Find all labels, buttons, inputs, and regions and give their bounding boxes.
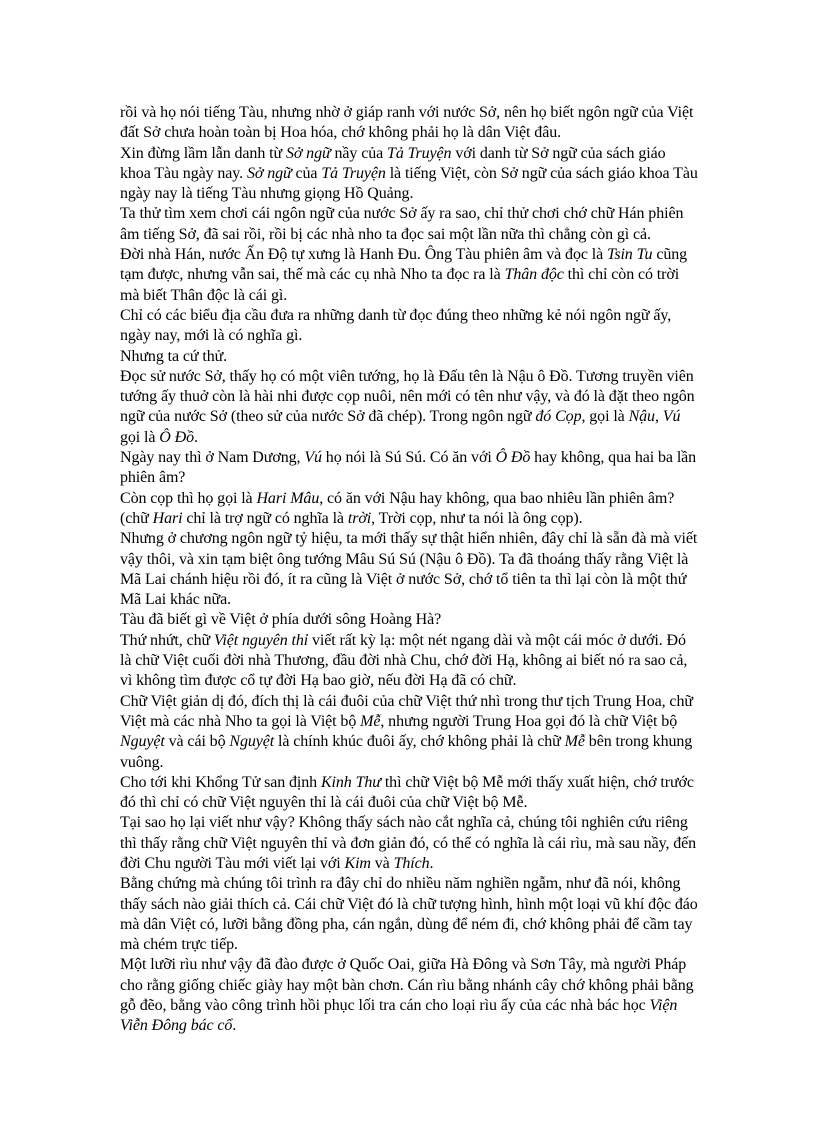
italic-term: Ô Đồ: [159, 428, 195, 446]
text-run: .: [194, 428, 198, 446]
paragraph: [120, 773, 700, 814]
italic-term: Vú: [662, 408, 681, 426]
text-run: Chữ Việt giản dị đó, đích thị là cái đuôi của chữ Việt thứ nhì trong thư tịch Trung Hoa, chữ Việt mà các nhà Nho ta gọi là Việt bộ: [120, 692, 693, 730]
text-run: thì chữ Việt bộ Mễ mới thấy xuất hiện, chớ trước đó thì chỉ có chữ Việt nguyên thỉ là cái đuôi của chữ Việt bộ Mễ.: [120, 773, 694, 812]
paragraph: [120, 144, 700, 205]
text-run: Nhưng ở chương ngôn ngữ tỷ hiệu, ta mới thấy sự thật hiển nhiên, đây chỉ là sẵn đà mà viết vậy thôi, và xin tạm biệt ông tướng Mâu Sú Sú (Nậu ô Đồ). Ta đã thoáng thấy rằng Việt là Mã Lai chánh hiệu rồi đó, ít ra cũng là Việt ở nước Sở, chớ tổ tiên ta thì lại còn là một thứ Mã Lai khác nữa.: [120, 530, 698, 609]
text-run: Nhưng ta cứ thử.: [120, 347, 228, 365]
italic-term: Việt nguyên thỉ: [213, 631, 309, 649]
text-run: là tiếng Việt, còn Sở ngữ của sách giáo khoa Tàu ngày nay là tiếng Tàu nhưng giọng Hồ Quảng.: [120, 164, 698, 203]
paragraph: [120, 692, 700, 773]
text-run: , Trời cọp, như ta nói là ông cọp).: [371, 509, 583, 527]
text-run: hay không, qua hai ba lần phiên âm?: [120, 449, 697, 487]
text-run: , có ăn với Nậu hay không, qua bao nhiêu lần phiên âm? (chữ: [120, 489, 675, 527]
italic-term: Tả Truyện: [387, 144, 452, 162]
italic-term: Nậu: [628, 408, 655, 426]
italic-term: Tsin Tu: [607, 246, 653, 264]
text-run: Đọc sử nước Sở, thấy họ có một viên tướng, họ là Đấu tên là Nậu ô Đồ. Tương truyền viên tướng ấy thuở còn là hài nhi được cọp nuôi, nên mới có tên như vậy, và đó là đặt theo ngôn ngữ của nước Sở (theo sử của nước Sở đã chép). Trong ngôn ngữ: [120, 367, 695, 426]
paragraph: [120, 103, 700, 144]
text-run: , gọi là: [581, 408, 629, 426]
italic-term: Tả Truyện: [321, 164, 386, 182]
text-run: họ nói là Sú Sú. Có ăn với: [321, 449, 496, 467]
text-run: và cái bộ: [164, 733, 230, 751]
paragraph: [120, 347, 700, 367]
text-run: Thứ nhứt, chữ: [120, 631, 214, 649]
text-run: Chỉ có các biểu địa cầu đưa ra những danh từ đọc đúng theo những kẻ nói ngôn ngữ ấy, ngày nay, mới là có nghĩa gì.: [120, 306, 672, 345]
text-run: Còn cọp thì họ gọi là: [120, 489, 257, 507]
text-run: .: [232, 1017, 237, 1035]
paragraph: [120, 448, 700, 489]
italic-term: Kinh Thư: [320, 773, 381, 791]
italic-term: Mễ: [564, 733, 585, 751]
text-run: Bằng chứng mà chúng tôi trình ra đây chỉ do nhiều năm nghiền ngẫm, như đã nói, không thấy sách nào giải thích cả. Cái chữ Việt đó là chữ tượng hình, hình một loại vũ khí độc đáo mà dân Việt có, lưỡi bằng đồng pha, cán ngắn, dùng để ném đi, chớ không phải để cầm tay mà chém trực tiếp.: [120, 875, 698, 954]
text-run: Cho tới khi Khổng Tử san định: [120, 773, 321, 791]
paragraph: [120, 306, 700, 347]
text-run: rồi và họ nói tiếng Tàu, nhưng nhờ ở giáp ranh với nước Sở, nên họ biết ngôn ngữ của Việt đất Sở chưa hoàn toàn bị Hoa hóa, chớ không phải họ là dân Việt đâu.: [120, 104, 694, 142]
paragraph: [120, 874, 700, 955]
text-run: là chính khúc đuôi ấy, chớ không phải là chữ: [274, 733, 565, 751]
paragraph: [120, 367, 700, 448]
paragraph: [120, 813, 700, 874]
text-run: chỉ là trợ ngữ có nghĩa là: [182, 509, 348, 527]
text-run: bên trong khung vuông.: [120, 733, 693, 771]
italic-term: Sở ngữ: [246, 164, 292, 182]
text-run: Xin đừng lầm lẫn danh từ: [120, 144, 286, 162]
text-run: .: [429, 854, 434, 872]
text-run: , nhưng người Trung Hoa gọi đó là chữ Việt bộ: [380, 712, 678, 730]
italic-term: Hari Mâu: [256, 489, 320, 507]
italic-term: Hari: [152, 509, 183, 527]
italic-term: Mễ: [360, 712, 381, 730]
text-run: Tại sao họ lại viết như vậy? Không thấy sách nào cắt nghĩa cả, chúng tôi nghiên cứu riêng thì thấy rằng chữ Việt nguyên thỉ và đơn giản đó, có thể có nghĩa là cái rìu, mà sau nầy, đến đời Chu người Tàu mới viết lại với: [120, 814, 697, 872]
italic-term: Vú: [304, 449, 322, 467]
paragraph: [120, 245, 700, 306]
italic-term: Thân độc: [504, 266, 564, 284]
italic-term: Thích: [393, 854, 430, 872]
text-run: cũng tạm được, nhưng vẫn sai, thế mà các cụ nhà Nho ta đọc ra là: [120, 246, 688, 284]
text-run: Ta thử tìm xem chơi cái ngôn ngữ của nước Sở ấy ra sao, chỉ thử chơi chớ chữ Hán phiên âm tiếng Sở, đã sai rồi, rồi bị các nhà nho ta đọc sai một lần nữa thì chẳng còn gì cả.: [120, 205, 684, 243]
italic-term: Viện Viễn Đông bác cổ: [120, 997, 678, 1035]
text-run: Tàu đã biết gì về Việt ở phía dưới sông Hoàng Hà?: [120, 611, 442, 629]
text-run: Đời nhà Hán, nước Ấn Độ tự xưng là Hanh Đu. Ông Tàu phiên âm và đọc là: [120, 246, 607, 264]
text-run: nầy của: [330, 144, 388, 162]
italic-term: Nguyệt: [229, 733, 275, 751]
text-run: thì chỉ còn có trời mà biết Thân độc là cái gì.: [120, 266, 680, 304]
italic-term: Nguyệt: [120, 733, 165, 751]
document-page: [120, 103, 700, 1037]
paragraph: [120, 204, 700, 245]
italic-term: Kim: [344, 854, 371, 872]
italic-term: đó Cọp: [535, 408, 582, 426]
text-run: của: [291, 164, 322, 182]
text-run: gọi là: [120, 428, 160, 446]
paragraph: [120, 631, 700, 692]
text-run: với danh từ Sở ngữ của sách giáo khoa Tàu ngày nay.: [120, 144, 666, 182]
italic-term: Sở ngữ: [285, 144, 331, 162]
text-run: ,: [654, 408, 663, 426]
paragraph: [120, 489, 700, 530]
paragraph: [120, 529, 700, 610]
text-run: và: [370, 854, 394, 872]
italic-term: Ô Đồ: [495, 449, 531, 467]
paragraph: [120, 610, 700, 630]
text-run: Ngày nay thì ở Nam Dương,: [120, 449, 305, 467]
text-run: viết rất kỳ lạ: một nét ngang dài và một cái móc ở dưới. Đó là chữ Việt cuối đời nhà Thương, đầu đời nhà Chu, chớ đời Hạ, không ai biết nó ra sao cả, vì không tìm được cổ tự đời Hạ bao giờ, nếu đời Hạ đã có chữ.: [120, 631, 688, 690]
italic-term: trời: [347, 509, 372, 527]
text-run: Một lưỡi rìu như vậy đã đào được ở Quốc Oai, giữa Hà Đông và Sơn Tây, mà người Pháp cho rằng giống chiếc giày hay một bàn chơn. Cán rìu bằng nhánh cây chớ không phải bằng gỗ đẽo, bằng vào công trình hồi phục lối tra cán cho loại rìu ấy của các nhà bác học: [120, 956, 694, 1015]
paragraph: [120, 955, 700, 1036]
